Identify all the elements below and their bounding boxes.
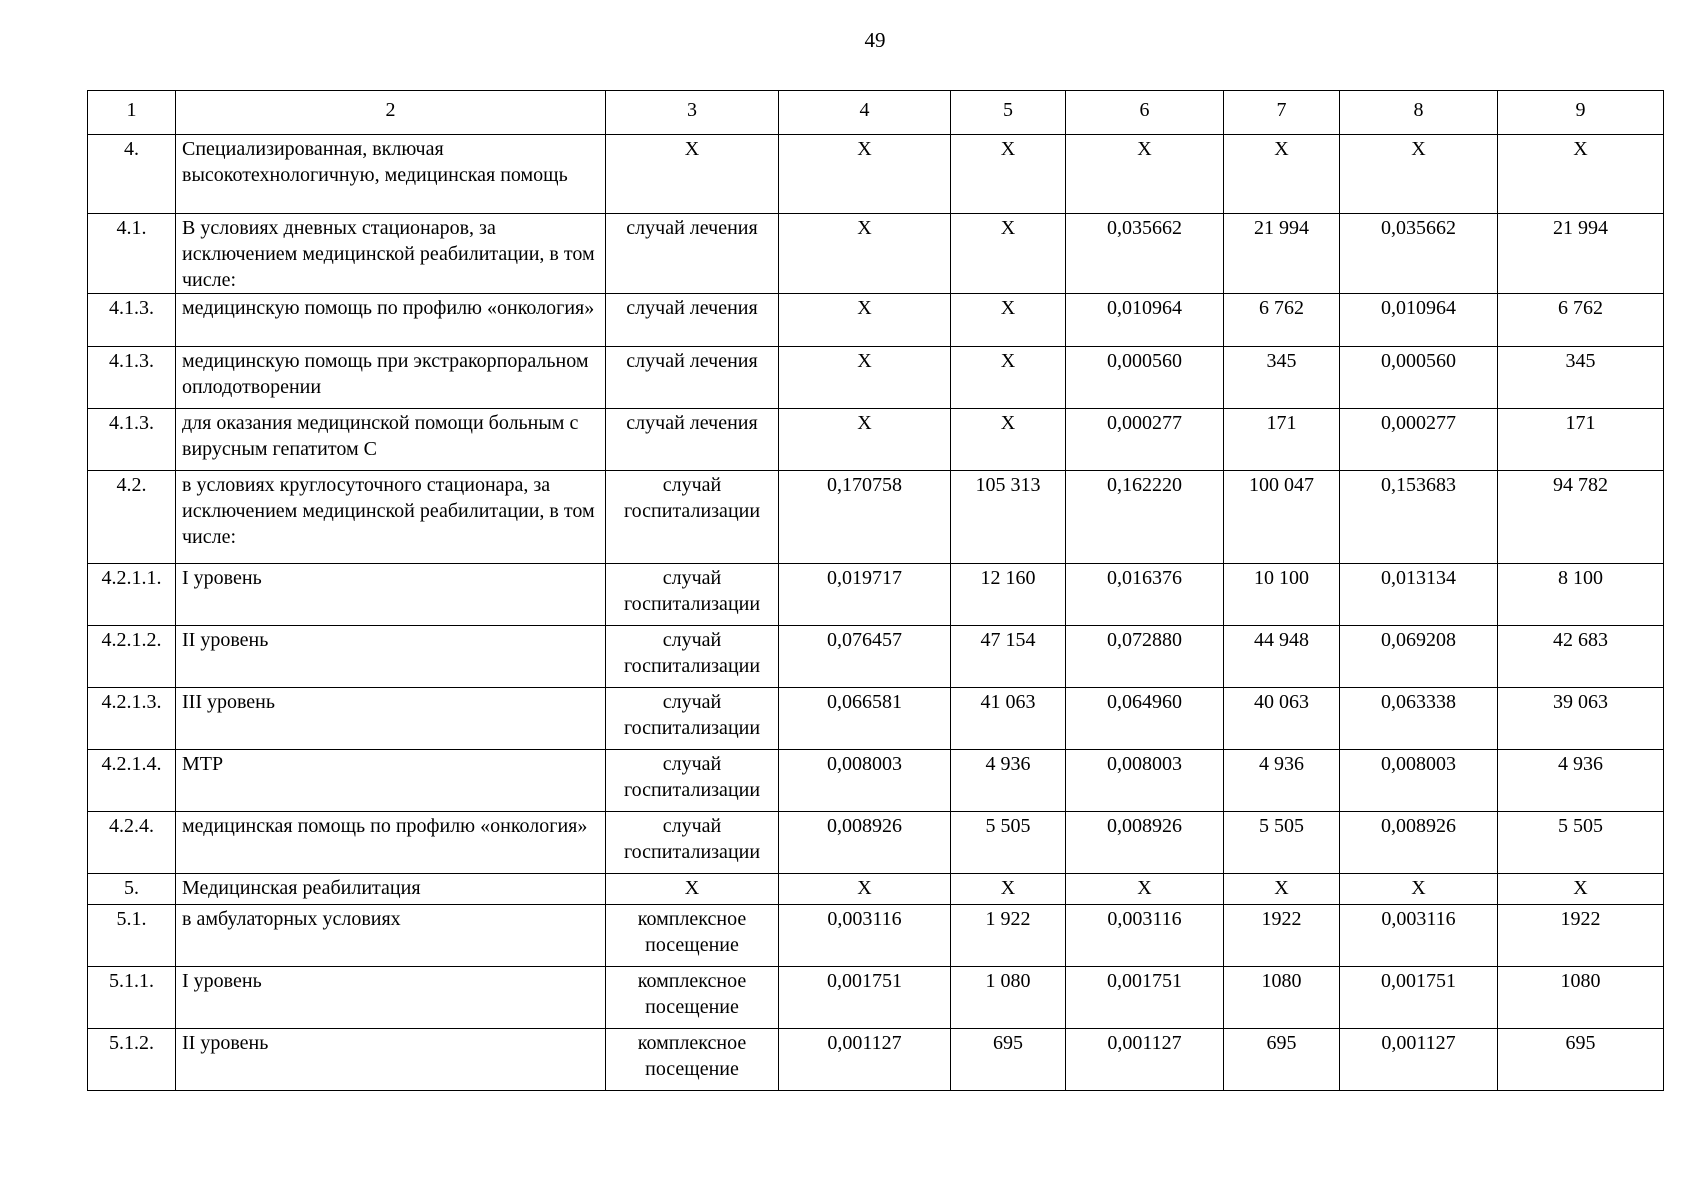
column-header: 3 (606, 91, 779, 135)
column-header: 1 (88, 91, 176, 135)
value-cell: Х (1498, 874, 1664, 905)
value-cell: 0,000277 (1066, 409, 1224, 471)
value-cell: 40 063 (1224, 688, 1340, 750)
row-name-cell: Медицинская реабилитация (176, 874, 606, 905)
table-row (88, 214, 1664, 294)
row-name-cell: медицинская помощь по профилю «онкология» (176, 812, 606, 874)
value-cell: 0,001751 (1340, 967, 1498, 1029)
value-cell: 100 047 (1224, 471, 1340, 564)
value-cell: 0,000560 (1066, 347, 1224, 409)
page-number: 49 (864, 28, 886, 52)
unit-cell: случай лечения (606, 347, 779, 409)
value-cell: 171 (1498, 409, 1664, 471)
value-cell: Х (1498, 135, 1664, 214)
value-cell: 105 313 (951, 471, 1066, 564)
unit-cell: случай госпитализации (606, 564, 779, 626)
value-cell: 695 (1224, 1029, 1340, 1091)
table-row (88, 294, 1664, 347)
value-cell: 5 505 (1498, 812, 1664, 874)
value-cell: 1080 (1224, 967, 1340, 1029)
value-cell: 0,063338 (1340, 688, 1498, 750)
table-row (88, 874, 1664, 905)
value-cell: 21 994 (1224, 214, 1340, 294)
value-cell: 695 (951, 1029, 1066, 1091)
value-cell: Х (779, 294, 951, 347)
value-cell: 0,001127 (1340, 1029, 1498, 1091)
row-number-cell: 4.1.3. (88, 294, 176, 347)
value-cell: 0,001751 (1066, 967, 1224, 1029)
unit-cell: комплексное посещение (606, 967, 779, 1029)
value-cell: 12 160 (951, 564, 1066, 626)
column-header: 8 (1340, 91, 1498, 135)
value-cell: 8 100 (1498, 564, 1664, 626)
value-cell: Х (951, 135, 1066, 214)
value-cell: 0,153683 (1340, 471, 1498, 564)
row-number-cell: 5.1.1. (88, 967, 176, 1029)
row-number-cell: 4. (88, 135, 176, 214)
value-cell: 695 (1498, 1029, 1664, 1091)
value-cell: 4 936 (951, 750, 1066, 812)
value-cell: 0,000560 (1340, 347, 1498, 409)
value-cell: 1 080 (951, 967, 1066, 1029)
value-cell: 345 (1498, 347, 1664, 409)
unit-cell: случай госпитализации (606, 626, 779, 688)
value-cell: 42 683 (1498, 626, 1664, 688)
row-name-cell: медицинскую помощь при экстракорпоральном оплодотворении (176, 347, 606, 409)
value-cell: 5 505 (951, 812, 1066, 874)
value-cell: Х (779, 874, 951, 905)
unit-cell: случай госпитализации (606, 750, 779, 812)
value-cell: 5 505 (1224, 812, 1340, 874)
value-cell: 47 154 (951, 626, 1066, 688)
value-cell: 0,008003 (779, 750, 951, 812)
row-number-cell: 5.1. (88, 905, 176, 967)
row-number-cell: 4.1. (88, 214, 176, 294)
table-row (88, 688, 1664, 750)
value-cell: 0,008926 (1340, 812, 1498, 874)
value-cell: Х (1340, 874, 1498, 905)
value-cell: Х (951, 874, 1066, 905)
column-header: 6 (1066, 91, 1224, 135)
value-cell: 0,003116 (1066, 905, 1224, 967)
value-cell: Х (1066, 874, 1224, 905)
value-cell: Х (779, 214, 951, 294)
value-cell: 1922 (1498, 905, 1664, 967)
value-cell: 44 948 (1224, 626, 1340, 688)
value-cell: 0,162220 (1066, 471, 1224, 564)
row-number-cell: 4.2. (88, 471, 176, 564)
value-cell: 41 063 (951, 688, 1066, 750)
value-cell: 0,008926 (1066, 812, 1224, 874)
value-cell: 4 936 (1224, 750, 1340, 812)
table-row (88, 409, 1664, 471)
row-name-cell: III уровень (176, 688, 606, 750)
value-cell: 0,010964 (1340, 294, 1498, 347)
table-row (88, 347, 1664, 409)
value-cell: 0,035662 (1066, 214, 1224, 294)
unit-cell: случай госпитализации (606, 812, 779, 874)
row-name-cell: I уровень (176, 564, 606, 626)
row-number-cell: 4.1.3. (88, 347, 176, 409)
unit-cell: комплексное посещение (606, 1029, 779, 1091)
value-cell: Х (1224, 135, 1340, 214)
value-cell: 0,003116 (1340, 905, 1498, 967)
table-row (88, 471, 1664, 564)
unit-cell: случай лечения (606, 214, 779, 294)
unit-cell: случай лечения (606, 294, 779, 347)
row-name-cell: в условиях круглосуточного стационара, за исключением медицинской реабилитации, в том числе: (176, 471, 606, 564)
unit-cell: случай госпитализации (606, 688, 779, 750)
value-cell: 0,000277 (1340, 409, 1498, 471)
row-name-cell: I уровень (176, 967, 606, 1029)
row-number-cell: 5.1.2. (88, 1029, 176, 1091)
value-cell: 94 782 (1498, 471, 1664, 564)
column-header: 7 (1224, 91, 1340, 135)
value-cell: Х (1066, 135, 1224, 214)
row-number-cell: 5. (88, 874, 176, 905)
value-cell: 0,010964 (1066, 294, 1224, 347)
value-cell: 0,008926 (779, 812, 951, 874)
value-cell: 1922 (1224, 905, 1340, 967)
value-cell: 0,170758 (779, 471, 951, 564)
row-number-cell: 4.2.1.1. (88, 564, 176, 626)
column-header: 5 (951, 91, 1066, 135)
value-cell: 171 (1224, 409, 1340, 471)
row-number-cell: 4.2.4. (88, 812, 176, 874)
table-row (88, 564, 1664, 626)
value-cell: 0,001751 (779, 967, 951, 1029)
row-number-cell: 4.2.1.3. (88, 688, 176, 750)
unit-cell: случай лечения (606, 409, 779, 471)
value-cell: 0,008003 (1340, 750, 1498, 812)
value-cell: 0,035662 (1340, 214, 1498, 294)
value-cell: Х (779, 135, 951, 214)
value-cell: 0,072880 (1066, 626, 1224, 688)
unit-cell: комплексное посещение (606, 905, 779, 967)
unit-cell: Х (606, 874, 779, 905)
value-cell: 0,076457 (779, 626, 951, 688)
table-row (88, 626, 1664, 688)
row-name-cell: II уровень (176, 1029, 606, 1091)
unit-cell: случай госпитализации (606, 471, 779, 564)
row-name-cell: медицинскую помощь по профилю «онкология» (176, 294, 606, 347)
value-cell: Х (951, 409, 1066, 471)
row-name-cell: в амбулаторных условиях (176, 905, 606, 967)
row-number-cell: 4.2.1.4. (88, 750, 176, 812)
value-cell: Х (951, 214, 1066, 294)
table-row (88, 750, 1664, 812)
table-header-row (88, 91, 1664, 135)
value-cell: 345 (1224, 347, 1340, 409)
value-cell: 0,003116 (779, 905, 951, 967)
value-cell: Х (951, 347, 1066, 409)
value-cell: Х (1340, 135, 1498, 214)
row-number-cell: 4.2.1.2. (88, 626, 176, 688)
value-cell: Х (779, 409, 951, 471)
value-cell: 10 100 (1224, 564, 1340, 626)
value-cell: 39 063 (1498, 688, 1664, 750)
value-cell: 0,016376 (1066, 564, 1224, 626)
value-cell: 0,001127 (1066, 1029, 1224, 1091)
column-header: 4 (779, 91, 951, 135)
unit-cell: Х (606, 135, 779, 214)
value-cell: 21 994 (1498, 214, 1664, 294)
table-row (88, 967, 1664, 1029)
value-cell: 0,064960 (1066, 688, 1224, 750)
table-row (88, 135, 1664, 214)
value-cell: 1080 (1498, 967, 1664, 1029)
column-header: 2 (176, 91, 606, 135)
table-row (88, 905, 1664, 967)
value-cell: 6 762 (1224, 294, 1340, 347)
column-header: 9 (1498, 91, 1664, 135)
value-cell: 0,008003 (1066, 750, 1224, 812)
value-cell: Х (779, 347, 951, 409)
row-name-cell: МТР (176, 750, 606, 812)
row-number-cell: 4.1.3. (88, 409, 176, 471)
value-cell: Х (951, 294, 1066, 347)
value-cell: Х (1224, 874, 1340, 905)
value-cell: 1 922 (951, 905, 1066, 967)
row-name-cell: Специализированная, включая высокотехнологичную, медицинская помощь (176, 135, 606, 214)
value-cell: 0,069208 (1340, 626, 1498, 688)
value-cell: 4 936 (1498, 750, 1664, 812)
table-row (88, 812, 1664, 874)
row-name-cell: для оказания медицинской помощи больным с вирусным гепатитом С (176, 409, 606, 471)
value-cell: 0,001127 (779, 1029, 951, 1091)
table-row (88, 1029, 1664, 1091)
value-cell: 6 762 (1498, 294, 1664, 347)
value-cell: 0,019717 (779, 564, 951, 626)
value-cell: 0,066581 (779, 688, 951, 750)
row-name-cell: II уровень (176, 626, 606, 688)
data-table (87, 90, 1664, 1091)
value-cell: 0,013134 (1340, 564, 1498, 626)
row-name-cell: В условиях дневных стационаров, за исключением медицинской реабилитации, в том числе: (176, 214, 606, 294)
